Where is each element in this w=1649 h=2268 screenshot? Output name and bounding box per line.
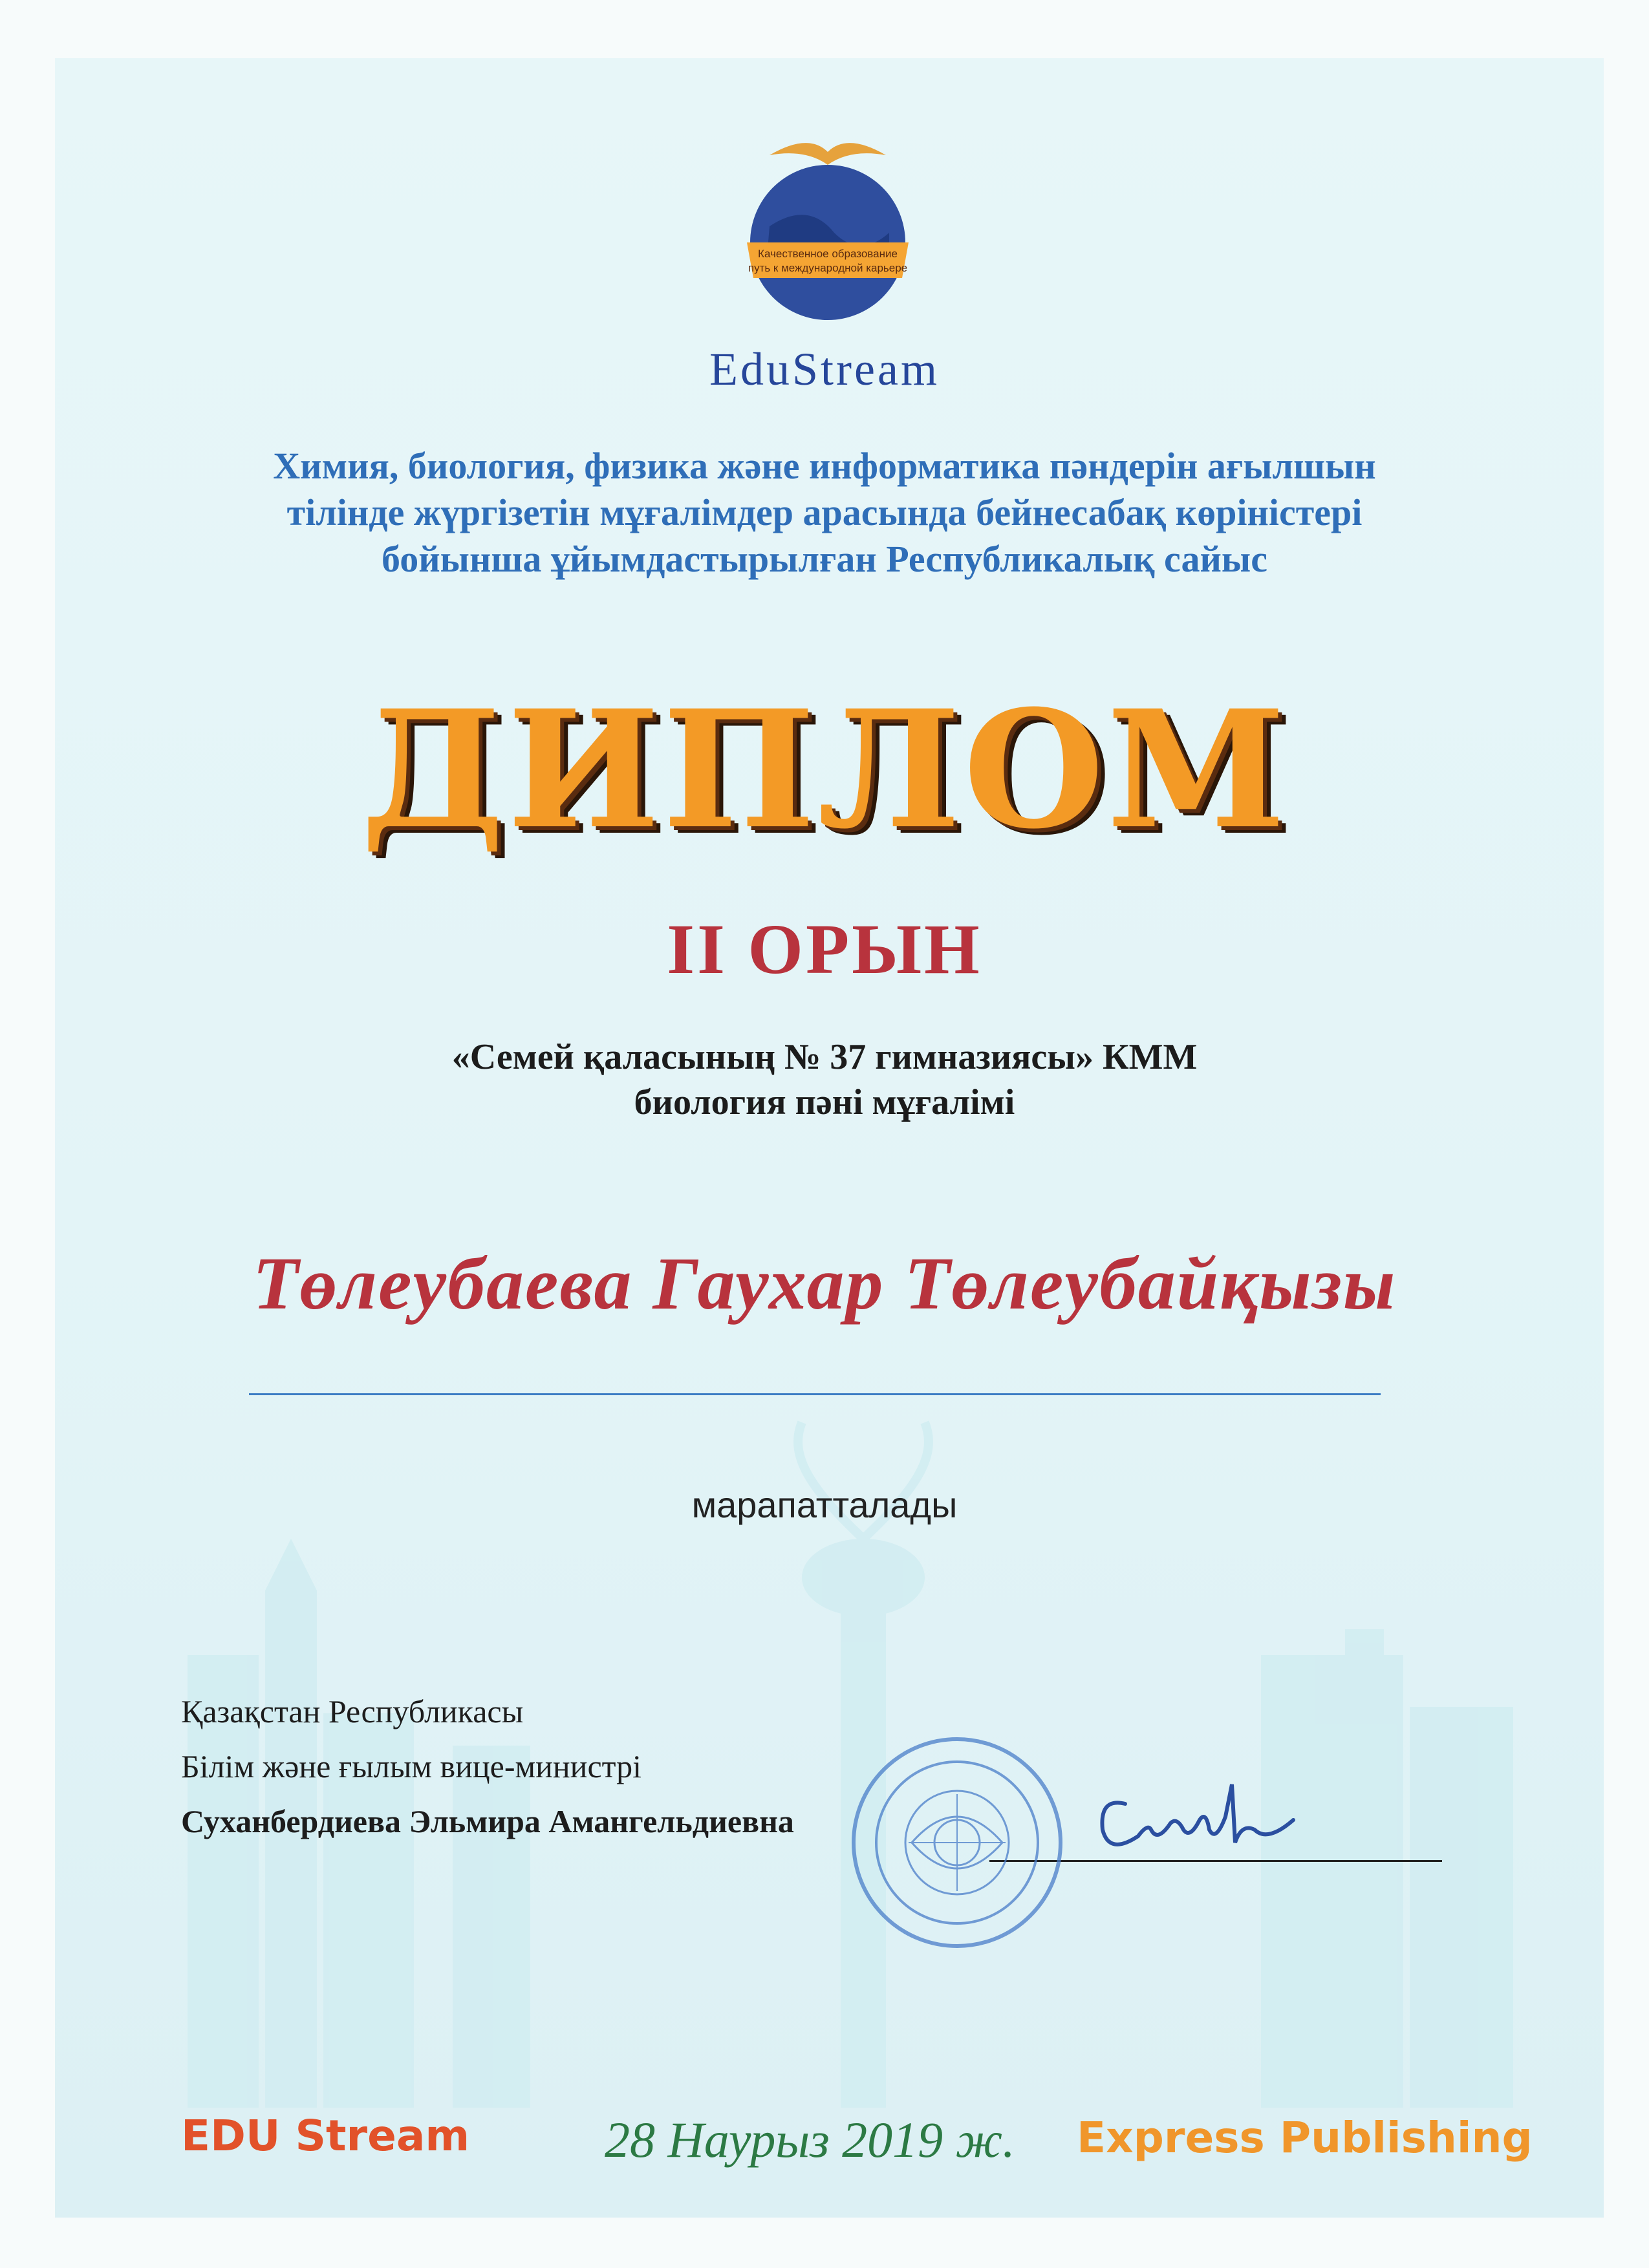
signatory-name: Суханбердиева Эльмира Амангельдиевна <box>181 1803 794 1839</box>
footer-edustream-brand: EDU Stream <box>181 2111 470 2161</box>
contest-title <box>0 443 1649 583</box>
logo-tagline-2: путь к международной карьере <box>748 262 908 274</box>
name-underline <box>249 1393 1381 1395</box>
recipient-school <box>0 1034 1649 1125</box>
award-place: II ОРЫН <box>667 910 982 989</box>
footer-publisher-brand: Express Publishing <box>1077 2113 1533 2163</box>
contest-title-line: Химия, биология, физика және информатика пәндерін ағылшын <box>273 445 1376 487</box>
contest-title-line: бойынша ұйымдастырылған Республикалық сайыс <box>382 538 1267 580</box>
contest-title-line: тілінде жүргізетін мұғалімдер арасында бейнесабақ көріністері <box>286 491 1363 533</box>
logo-tagline-1: Качественное образование <box>758 248 898 260</box>
signatory-line-2: Білім және ғылым вице-министрі <box>181 1748 641 1784</box>
position-line: биология пәні мұғалімі <box>634 1082 1015 1122</box>
award-date: 28 Наурыз 2019 ж. <box>605 2112 1015 2168</box>
diploma-title: ДИПЛОМ <box>360 674 1289 864</box>
awarded-text: марапатталады <box>691 1484 958 1525</box>
signatory-line-1: Қазақстан Республикасы <box>181 1693 524 1729</box>
signatory-block <box>181 1684 794 1849</box>
handwritten-signature <box>1086 1759 1300 1868</box>
official-stamp-seal <box>847 1733 1067 1952</box>
edustream-globe-logo <box>731 136 925 330</box>
recipient-name: Төлеубаева Гаухар Төлеубайқызы <box>252 1243 1397 1325</box>
brand-name: EduStream <box>709 343 940 395</box>
school-line: «Семей қаласының № 37 гимназиясы» КММ <box>451 1037 1198 1077</box>
